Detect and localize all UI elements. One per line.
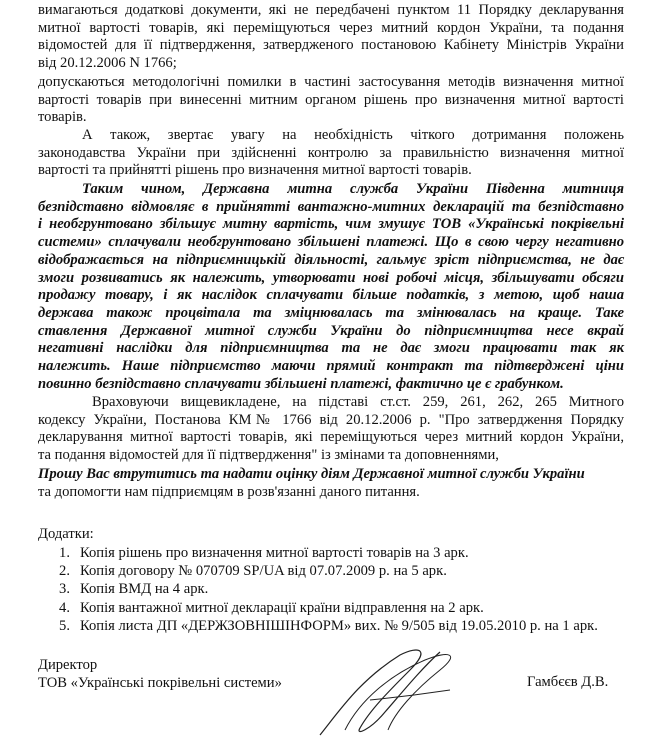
text-line: системи» сплачували необгрунтовано збільшені платежі. Що в свою чергу негативно	[38, 234, 624, 251]
paragraph-methodological-errors	[38, 74, 624, 127]
paragraph-request	[38, 466, 624, 501]
list-item: 5. Копія листа ДП «ДЕРЖЗОВНІШІНФОРМ» вих. № 9/505 від 19.05.2010 р. на 1 арк.	[59, 617, 598, 634]
text-line: Прошу Вас втрутитись та надати оцінку діям Державної митної служби України	[38, 466, 585, 482]
list-item: 4. Копія вантажної митної декларації країни відправлення на 2 арк.	[59, 599, 484, 616]
list-item: 1. Копія рішень про визначення митної вартості товарів на 3 арк.	[59, 545, 469, 561]
text-line: ставлення Державної митної служби України до підприємництва несе вкрай	[38, 322, 624, 339]
text-line: товарів.	[38, 109, 87, 126]
text-line: кодексу України, Постанова КМ№ 1766 від 20.12.2006 р. "Про затвердження Порядку	[38, 411, 624, 428]
text-line: належить. Наше підприємство маючи прямий контракт та підтверджені ціни	[38, 358, 624, 375]
text-line: повинно безпідставно сплачувати збільшені платежі, фактично це є грабунком.	[38, 375, 564, 392]
signatory-name: Гамбєєв Д.В.	[527, 674, 609, 690]
text-line: вимагаються додаткові документи, які не передбачені пунктом 11 Порядку декларування	[38, 2, 624, 18]
text-line: та допомогти нам підприємцям в розв'язанні даного питання.	[38, 483, 420, 500]
text-line: змоги розвиватись як належить, утворювати нові робочі місця, збільшувати обсяги	[38, 269, 624, 286]
text-line: відомостей для її підтвердження, затвердженого постановою Кабінету Міністрів України	[38, 37, 624, 54]
text-line: митної вартості товарів, які переміщуються через митний кордон України, та подання	[38, 19, 624, 36]
paragraph-complaint	[38, 181, 624, 393]
list-item: 2. Копія договору № 070709 SP/UA від 07.07.2009 р. на 5 арк.	[59, 563, 447, 580]
attachments-title: Додатки:	[38, 526, 94, 542]
text-line: Враховуючи вищевикладене, на підставі ст.ст. 259, 261, 262, 265 Митного	[92, 394, 624, 410]
text-line: безпідставно відмовляє в прийнятті вантажно-митних декларацій та безпідставно	[38, 198, 624, 215]
attachments-list	[38, 544, 598, 635]
text-line: Таким чином, Державна митна служба України Південна митниця	[82, 181, 624, 197]
text-line: і необгрунтовано збільшує митну вартість, чим змушує ТОВ «Українські покрівельні	[38, 216, 624, 233]
text-line: вартості та прийнятті рішень про визначення митної вартості товарів.	[38, 162, 472, 179]
text-line: продажу товару, і як наслідок сплачувати більше податків, з метою, щоб наша	[38, 287, 624, 304]
signatory-block	[38, 656, 282, 692]
paragraph-requirements	[38, 2, 624, 73]
text-line: та подання відомостей для її підтвердження" із змінами та доповненнями,	[38, 447, 499, 464]
text-line: законодавства України при здійсненні контролю за правильністю визначення митної	[38, 144, 624, 161]
text-line: вартості товарів при винесенні митним органом рішень про визначення митної вартості	[38, 91, 624, 108]
text-line: допускаються методологічні помилки в частині застосування методів визначення митної	[38, 74, 624, 90]
text-line: декларування митної вартості товарів, які переміщуються через митний кордон України,	[38, 429, 624, 446]
text-line: держава також процвітала та зміцнювалась та змінювалась на краще. Таке	[38, 304, 624, 321]
signatory-position: Директор	[38, 657, 98, 673]
paragraph-legal-basis	[38, 394, 624, 465]
signatory-company: ТОВ «Українські покрівельні системи»	[38, 675, 282, 691]
paragraph-attention	[38, 127, 624, 180]
list-item: 3. Копія ВМД на 4 арк.	[59, 581, 209, 598]
handwritten-signature	[300, 640, 480, 740]
text-line: від 20.12.2006 N 1766;	[38, 55, 177, 72]
text-line: відображається на підприємницькій діяльності, гальмує зріст підприємства, не дає	[38, 251, 624, 268]
text-line: А також, звертає увагу на необхідність чіткого дотримання положень	[82, 127, 624, 143]
text-line: негативні наслідки для підприємництва та не дає змоги працювати так як	[38, 340, 624, 357]
